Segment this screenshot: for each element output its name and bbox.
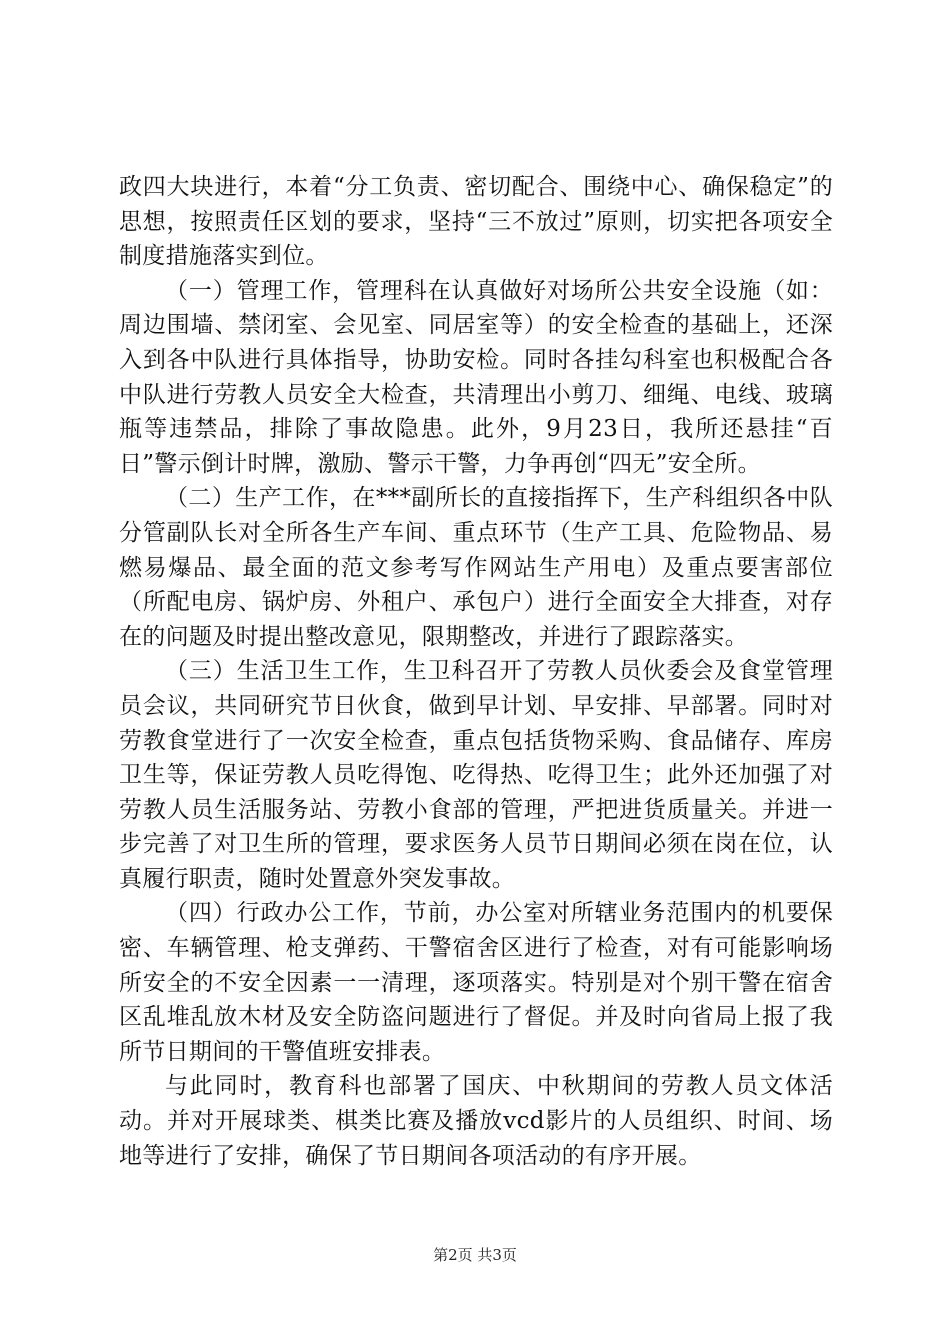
- page-number-footer: 第2页 共3页: [433, 1246, 517, 1264]
- document-body: [119, 170, 833, 1173]
- paragraph-management-work: （一）管理工作，管理科在认真做好对场所公共安全设施（如：周边围墙、禁闭室、会见室、同居室等）的安全检查的基础上，还深入到各中队进行具体指导，协助安检。同时各挂勾科室也积极配合各中队进行劳教人员安全大检查，共清理出小剪刀、细绳、电线、玻璃瓶等违禁品，排除了事故隐患。此外，9月23日，我所还悬挂“百日”警示倒计时牌，激励、警示干警，力争再创“四无”安全所。: [119, 277, 833, 477]
- paragraph-administrative-work: （四）行政办公工作，节前，办公室对所辖业务范围内的机要保密、车辆管理、枪支弹药、干警宿舍区进行了检查，对有可能影响场所安全的不安全因素一一清理，逐项落实。特别是对个别干警在宿舍区乱堆乱放木材及安全防盗问题进行了督促。并及时向省局上报了我所节日期间的干警值班安排表。: [119, 900, 833, 1065]
- paragraph-education-activities: 与此同时，教育科也部署了国庆、中秋期间的劳教人员文体活动。并对开展球类、棋类比赛及播放vcd影片的人员组织、时间、场地等进行了安排，确保了节日期间各项活动的有序开展。: [119, 1073, 833, 1169]
- paragraph-living-hygiene-work: （三）生活卫生工作，生卫科召开了劳教人员伙委会及食堂管理员会议，共同研究节日伙食，做到早计划、早安排、早部署。同时对劳教食堂进行了一次安全检查，重点包括货物采购、食品储存、库房卫生等，保证劳教人员吃得饱、吃得热、吃得卫生；此外还加强了对劳教人员生活服务站、劳教小食部的管理，严把进货质量关。并进一步完善了对卫生所的管理，要求医务人员节日期间必须在岗在位，认真履行职责，随时处置意外突发事故。: [119, 658, 833, 892]
- paragraph-production-work: （二）生产工作，在***副所长的直接指挥下，生产科组织各中队分管副队长对全所各生产车间、重点环节（生产工具、危险物品、易燃易爆品、最全面的范文参考写作网站生产用电）及重点要害部位（所配电房、锅炉房、外租户、承包户）进行全面安全大排查，对存在的问题及时提出整改意见，限期整改，并进行了跟踪落实。: [119, 485, 833, 650]
- paragraph-continuation: 政四大块进行，本着“分工负责、密切配合、围绕中心、确保稳定”的思想，按照责任区划的要求，坚持“三不放过”原则，切实把各项安全制度措施落实到位。: [119, 174, 833, 270]
